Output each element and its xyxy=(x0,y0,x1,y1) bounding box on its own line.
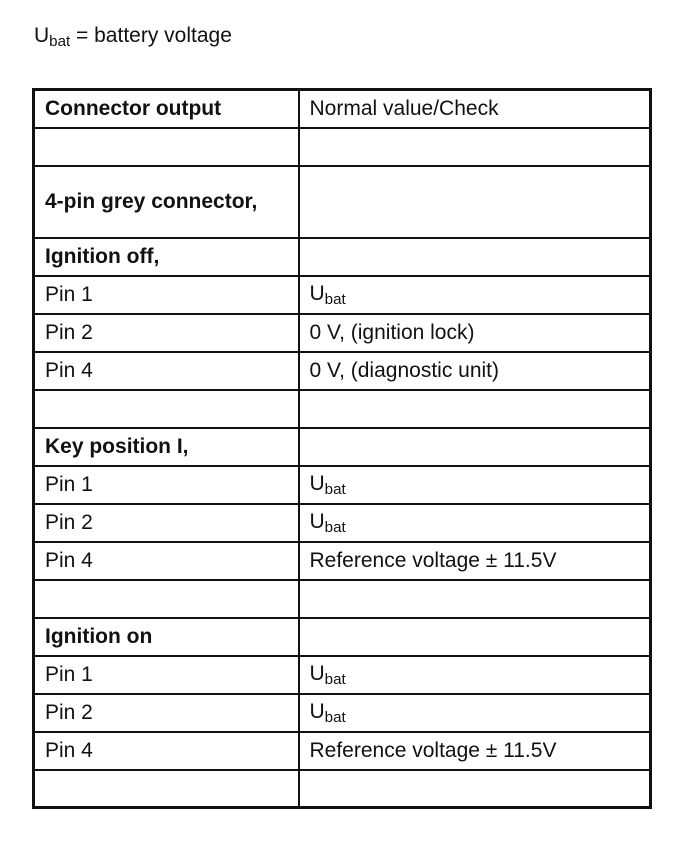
row-value: $U_{bat}$ xyxy=(299,276,651,314)
row-value: $U_{bat}$ xyxy=(299,694,651,732)
table-row xyxy=(34,276,651,314)
legend-text: = battery voltage xyxy=(70,24,232,47)
row-label xyxy=(34,128,299,166)
row-value xyxy=(299,580,651,618)
row-label xyxy=(34,770,299,808)
connector-spec-table xyxy=(32,88,652,809)
section-heading-key-position-i: Key position I, xyxy=(34,428,299,466)
row-value: $U_{bat}$ xyxy=(299,466,651,504)
section-heading-4-pin-grey-connector: 4-pin grey connector, xyxy=(34,166,299,238)
row-value: Reference voltage ± 11.5V xyxy=(299,542,651,580)
table-row xyxy=(34,238,651,276)
row-value: $U_{bat}$ xyxy=(299,656,651,694)
row-value xyxy=(299,128,651,166)
table-row xyxy=(34,314,651,352)
table-row xyxy=(34,428,651,466)
table-row xyxy=(34,580,651,618)
battery-voltage-legend xyxy=(34,22,232,52)
row-value xyxy=(299,770,651,808)
column-header-normal-value: Normal value/Check xyxy=(299,90,651,128)
table-row xyxy=(34,504,651,542)
row-label: Pin 4 xyxy=(34,542,299,580)
table-row xyxy=(34,466,651,504)
row-value xyxy=(299,166,651,238)
row-value: Reference voltage ± 11.5V xyxy=(299,732,651,770)
table-row xyxy=(34,542,651,580)
ubat-subscript: bat xyxy=(49,33,71,51)
row-label: Pin 2 xyxy=(34,504,299,542)
section-heading-ignition-off: Ignition off, xyxy=(34,238,299,276)
row-label: Pin 2 xyxy=(34,314,299,352)
section-heading-ignition-on: Ignition on xyxy=(34,618,299,656)
row-label: Pin 2 xyxy=(34,694,299,732)
table-row xyxy=(34,390,651,428)
row-label: Pin 1 xyxy=(34,276,299,314)
table-row xyxy=(34,128,651,166)
table-row xyxy=(34,770,651,808)
row-label: Pin 1 xyxy=(34,466,299,504)
table-row xyxy=(34,732,651,770)
row-label: Pin 1 xyxy=(34,656,299,694)
row-value: 0 V, (ignition lock) xyxy=(299,314,651,352)
row-value xyxy=(299,618,651,656)
row-value: 0 V, (diagnostic unit) xyxy=(299,352,651,390)
table-header-row xyxy=(34,90,651,128)
row-value xyxy=(299,238,651,276)
ubat-symbol: U xyxy=(34,24,50,47)
table-row xyxy=(34,656,651,694)
row-label xyxy=(34,580,299,618)
table-row xyxy=(34,352,651,390)
row-value xyxy=(299,390,651,428)
column-header-connector-output: Connector output xyxy=(34,90,299,128)
table-row xyxy=(34,166,651,238)
row-value: $U_{bat}$ xyxy=(299,504,651,542)
row-value xyxy=(299,428,651,466)
table-row xyxy=(34,618,651,656)
row-label: Pin 4 xyxy=(34,732,299,770)
row-label xyxy=(34,390,299,428)
row-label: Pin 4 xyxy=(34,352,299,390)
table-row xyxy=(34,694,651,732)
